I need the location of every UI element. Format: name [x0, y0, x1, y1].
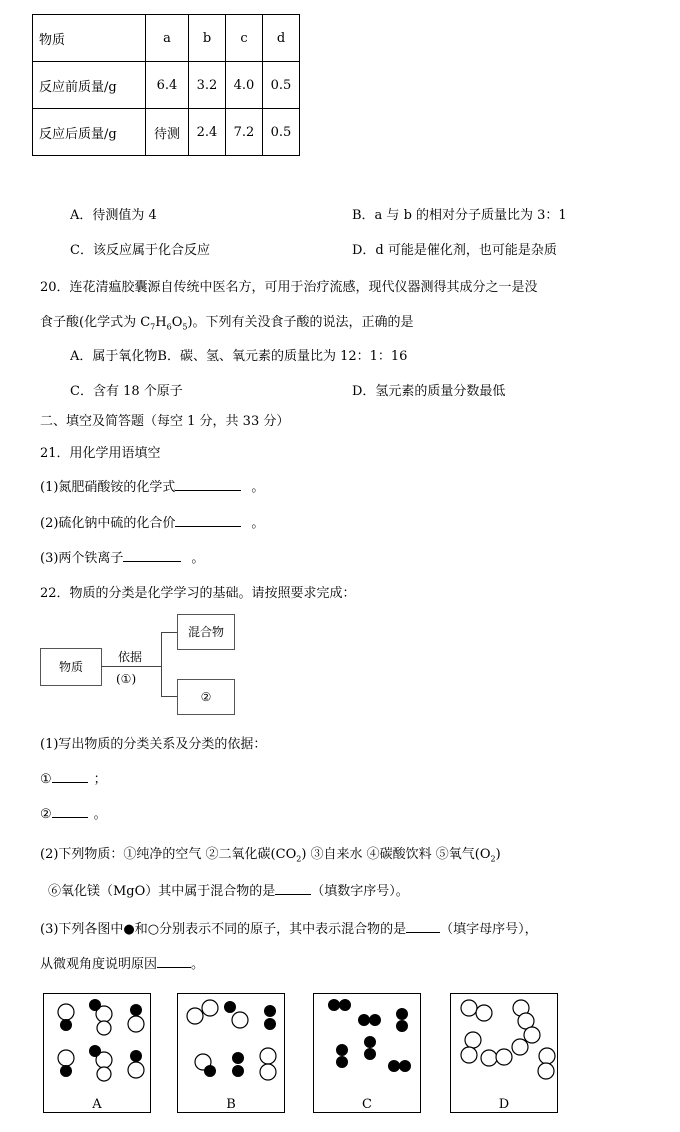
- punct: 。: [93, 807, 107, 822]
- q22-text: 。: [191, 957, 205, 972]
- branch2-box: [177, 679, 235, 715]
- table-cell: 6.4: [146, 62, 189, 109]
- q22-part2-line1: [40, 843, 501, 864]
- q19-option-c: C．该反应属于化合反应: [70, 243, 210, 258]
- answer-blank[interactable]: [406, 920, 440, 933]
- q21-1-text: (1)氮肥硝酸铵的化学式: [40, 480, 176, 495]
- answer-blank[interactable]: [175, 478, 241, 491]
- q20-stem-line2: [40, 311, 414, 332]
- particle-figure-d: [450, 993, 558, 1113]
- particle-figure-b: [177, 993, 285, 1113]
- particle-diagram-c-icon: [314, 994, 420, 1112]
- q19-option-d: D．d 可能是催化剂，也可能是杂质: [352, 243, 557, 258]
- answer-blank[interactable]: [157, 955, 191, 968]
- period: 。: [251, 480, 265, 495]
- formula-subscript: 7: [150, 322, 156, 332]
- connector-line: [161, 632, 177, 633]
- q21-part1: [40, 476, 264, 495]
- table-cell: c: [226, 15, 263, 62]
- reaction-mass-table: [32, 14, 300, 156]
- q20-text: 食子酸(化学式为 C: [40, 315, 151, 330]
- mixture-box: [177, 614, 235, 650]
- table-cell: 待测: [146, 109, 189, 156]
- q20-text: )。下列有关没食子酸的说法，正确的是: [187, 315, 414, 330]
- table-cell: 7.2: [226, 109, 263, 156]
- period: 。: [251, 516, 265, 531]
- q20-stem-line1: 20．连花清瘟胶囊源自传统中医名方，可用于治疗流感，现代仪器测得其成分之一是没: [40, 280, 538, 295]
- q19-option-b: B．a 与 b 的相对分子质量比为 3：1: [352, 208, 567, 223]
- circle-number: ①: [40, 772, 52, 787]
- q20-option-b: B．碳、氢、氧元素的质量比为 12：1：16: [157, 349, 408, 364]
- particle-figure-a: [43, 993, 151, 1113]
- q21-part2: [40, 512, 264, 531]
- root-box: [40, 648, 102, 686]
- q22-part3-line2: [40, 953, 204, 972]
- root-label: 物质: [58, 660, 83, 674]
- connector-line: [161, 632, 162, 696]
- particle-diagram-d-icon: [451, 994, 557, 1112]
- q22-title: 22．物质的分类是化学学习的基础。请按照要求完成：: [40, 586, 356, 601]
- figure-label-c: C: [362, 1097, 372, 1112]
- basis-label: 依据: [118, 650, 143, 664]
- basis-number: (①): [116, 672, 137, 686]
- figure-label-b: B: [226, 1097, 236, 1112]
- particle-diagram-b-icon: [178, 994, 284, 1112]
- q22-text: (2)下列物质：①纯净的空气 ②二氧化碳(CO: [40, 847, 297, 862]
- formula-subscript: 5: [182, 322, 188, 332]
- q22-text: （填字母序号），: [440, 922, 538, 937]
- q22-part3-line1: [40, 918, 538, 937]
- q22-text: ⑥氧化镁（MgO）其中属于混合物的是: [48, 884, 276, 899]
- q20-option-a: A．属于氧化物: [70, 349, 158, 364]
- figure-label-d: D: [498, 1097, 510, 1112]
- table-cell: 反应前质量/g: [33, 62, 146, 109]
- q21-part3: [40, 547, 204, 566]
- mixture-label: 混合物: [187, 625, 224, 639]
- answer-blank[interactable]: [275, 882, 311, 895]
- particle-diagram-a-icon: [44, 994, 150, 1112]
- q22-part1: (1)写出物质的分类关系及分类的依据：: [40, 737, 267, 752]
- table-cell: 0.5: [263, 109, 300, 156]
- table-row: [33, 62, 300, 109]
- q22-answer1: [40, 768, 107, 787]
- table-cell: 反应后质量/g: [33, 109, 146, 156]
- table-cell: 0.5: [263, 62, 300, 109]
- particle-figure-c: [313, 993, 421, 1113]
- table-cell: 物质: [33, 15, 146, 62]
- q19-option-a: A．待测值为 4: [70, 208, 157, 223]
- answer-blank[interactable]: [52, 770, 88, 783]
- answer-blank[interactable]: [175, 514, 241, 527]
- q20-option-c: C．含有 18 个原子: [70, 384, 183, 399]
- q22-answer2: [40, 803, 107, 822]
- answer-blank[interactable]: [52, 805, 88, 818]
- figure-label-a: A: [92, 1097, 102, 1112]
- q22-text: ) ③自来水 ④碳酸饮料 ⑤氧气(O: [301, 847, 491, 862]
- branch2-label: ②: [200, 690, 212, 704]
- formula-subscript: 2: [490, 854, 496, 864]
- circle-number: ②: [40, 807, 52, 822]
- connector-line: [161, 696, 177, 697]
- q20-option-d: D．氢元素的质量分数最低: [352, 384, 506, 399]
- formula-subscript: 6: [166, 322, 172, 332]
- table-header-row: [33, 15, 300, 62]
- section-title: 二、填空及简答题（每空 1 分，共 33 分）: [40, 414, 290, 429]
- answer-blank[interactable]: [123, 549, 181, 562]
- table-cell: 4.0: [226, 62, 263, 109]
- table-cell: a: [146, 15, 189, 62]
- formula-element: O: [171, 315, 183, 330]
- connector-line: [101, 666, 161, 667]
- q21-title: 21．用化学用语填空: [40, 446, 161, 461]
- period: 。: [191, 551, 205, 566]
- table-cell: b: [189, 15, 226, 62]
- q20-options-ab: [70, 345, 407, 364]
- table-cell: d: [263, 15, 300, 62]
- q22-part2-line2: [48, 880, 409, 899]
- q22-text: ): [495, 847, 501, 862]
- q22-text: (3)下列各图中●和○分别表示不同的原子，其中表示混合物的是: [40, 922, 407, 937]
- table-row: [33, 109, 300, 156]
- q21-3-text: (3)两个铁离子: [40, 551, 124, 566]
- punct: ；: [93, 772, 107, 787]
- table-cell: 3.2: [189, 62, 226, 109]
- table-cell: 2.4: [189, 109, 226, 156]
- formula-element: H: [155, 315, 167, 330]
- formula-subscript: 2: [296, 854, 302, 864]
- q22-text: （填数字序号）。: [311, 884, 409, 899]
- q21-2-text: (2)硫化钠中硫的化合价: [40, 516, 176, 531]
- q22-text: 从微观角度说明原因: [40, 957, 158, 972]
